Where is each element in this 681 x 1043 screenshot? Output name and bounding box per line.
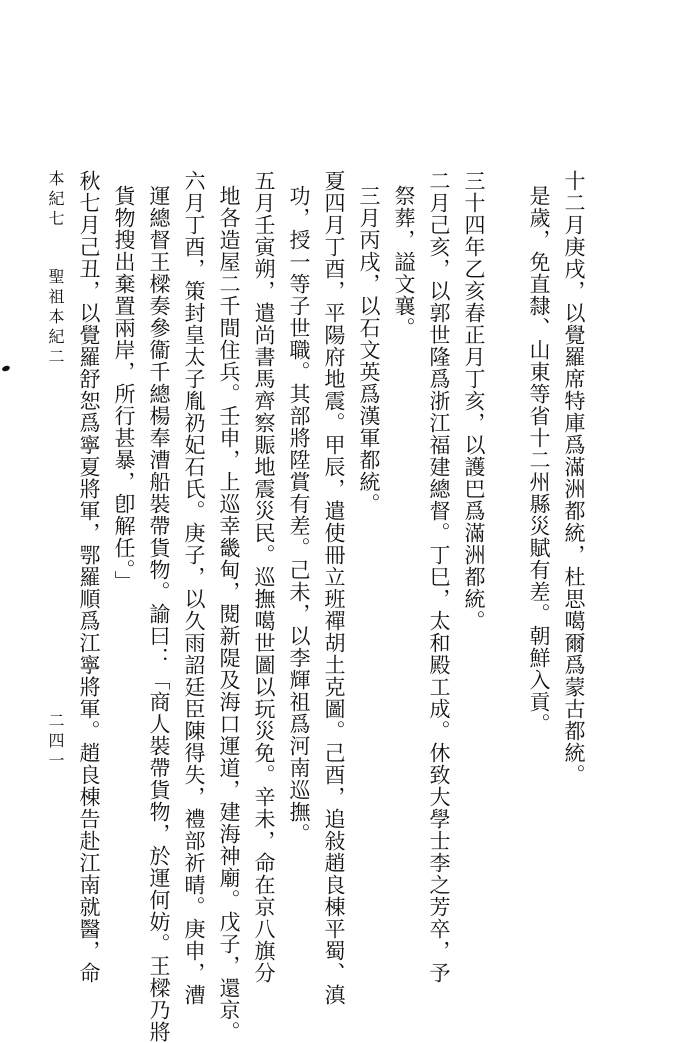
text-column: 貨物搜出棄置兩岸，所行甚暴，卽解任。」 — [112, 185, 136, 593]
page-number: 二四一 — [46, 712, 65, 772]
text-column: 五月壬寅朔，遣尚書馬齊察賑地震災民。巡撫噶世圖以玩災免。辛未，命在京八旗分 — [252, 170, 276, 984]
text-column: 夏四月丁酉，平陽府地震。甲辰，遣使冊立班禪胡土克圖。己酉，追敍趙良棟平蜀、滇 — [322, 170, 346, 1006]
text-column: 十二月庚戌，以覺羅席特庫爲滿洲都統，杜思噶爾爲蒙古都統。 — [562, 170, 586, 786]
text-column: 運總督王樑奏參衞千總楊奉漕船裝帶貨物。諭曰：「商人裝帶貨物，於運何妨。王樑乃將 — [147, 185, 171, 1043]
text-column: 功，授一等子世職。其部將陞賞有差。己未，以李輝祖爲河南巡撫。 — [287, 185, 311, 845]
text-column: 六月丁酉，策封皇太子胤礽妃石氏。庚子，以久雨詔廷臣陳得失，禮部祈晴。庚申，漕 — [182, 170, 206, 1006]
text-column: 是歲，免直隸、山東等省十二州縣災賦有差。朝鮮入貢。 — [527, 185, 551, 735]
text-column: 地各造屋二千間住兵。壬申，上巡幸畿甸，閱新隄及海口運道，建海神廟。戊子，還京。 — [217, 185, 241, 1043]
ink-mark — [1, 365, 10, 372]
footer-chapter: 本紀七 — [46, 170, 65, 230]
text-column: 祭葬，謚文襄。 — [392, 185, 416, 339]
text-column: 三十四年乙亥春正月丁亥，以護巴爲滿洲都統。 — [462, 170, 486, 632]
text-column: 二月己亥，以郭世隆爲浙江福建總督。丁巳，太和殿工成。休致大學士李之芳卒，予 — [427, 170, 451, 984]
footer-section: 聖祖本紀二 — [46, 268, 65, 368]
text-column: 秋七月己丑，以覺羅舒恕爲寧夏將軍，鄂羅順爲江寧將軍。趙良棟告赴江南就醫，命 — [77, 170, 101, 984]
text-column: 三月丙戌，以石文英爲漢軍都統。 — [357, 185, 381, 515]
